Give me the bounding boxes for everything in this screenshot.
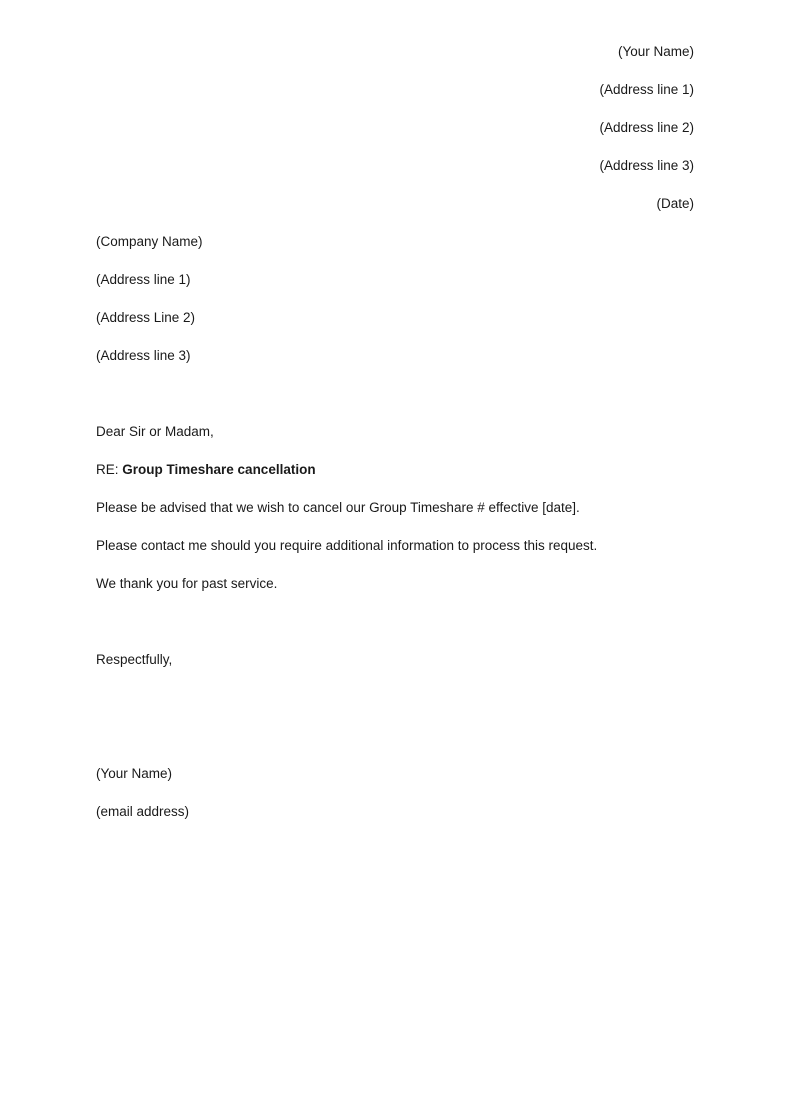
body-paragraph-2: Please contact me should you require additional information to process this request. xyxy=(96,538,598,553)
recipient-address-line-1: (Address line 1) xyxy=(96,272,191,287)
signer-name: (Your Name) xyxy=(96,766,173,781)
sender-address-line-3: (Address line 3) xyxy=(599,158,694,173)
sign-off: Respectfully, xyxy=(96,652,173,667)
salutation: Dear Sir or Madam, xyxy=(96,424,214,439)
signer-email: (email address) xyxy=(96,804,190,819)
recipient-address-line-2: (Address Line 2) xyxy=(96,310,196,325)
body-paragraph-1: Please be advised that we wish to cancel our Group Timeshare # effective [date]. xyxy=(96,500,580,515)
recipient-address-line-3: (Address line 3) xyxy=(96,348,191,363)
subject-line xyxy=(96,461,316,479)
subject-text: Group Timeshare cancellation xyxy=(122,462,316,477)
subject-label: RE: xyxy=(96,462,123,477)
sender-address-line-2: (Address line 2) xyxy=(599,120,694,135)
letter-date: (Date) xyxy=(656,196,694,211)
sender-address-line-1: (Address line 1) xyxy=(599,82,694,97)
sender-name: (Your Name) xyxy=(617,44,694,59)
body-paragraph-3: We thank you for past service. xyxy=(96,576,278,591)
recipient-company: (Company Name) xyxy=(96,234,203,249)
